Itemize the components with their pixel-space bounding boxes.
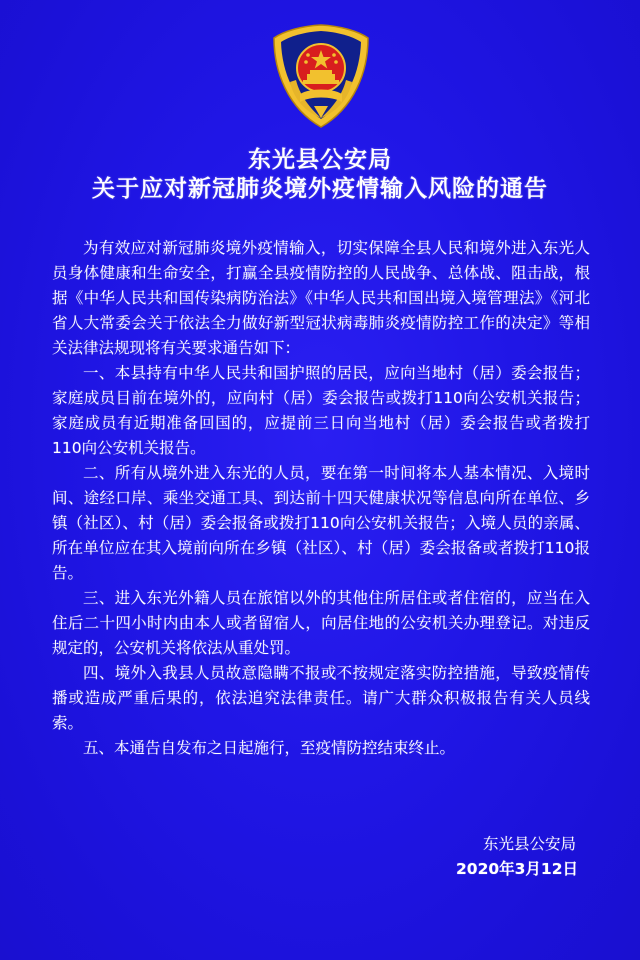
page-title-org: 东光县公安局 [248, 147, 392, 173]
paragraph-item-3: 三、进入东光外籍人员在旅馆以外的其他住所居住或者住宿的，应当在入住后二十四小时内由本人或者留宿人，向居住地的公安机关办理登记。对违反规定的，公安机关将依法从重处罚。 [52, 589, 590, 657]
paragraph-item-2: 二、所有从境外进入东光的人员，要在第一时间将本人基本情况、入境时间、途经口岸、乘坐交通工具、到达前十四天健康状况等信息向所在单位、乡镇（社区）、村（居）委会报备或拨打110向公安机关报告；入境人员的亲属、所在单位应在其入境前向所在乡镇（社区）、村（居）委会报备或者拨打110报告。 [52, 464, 590, 582]
notice-body [52, 236, 590, 761]
signature-date: 2020年3月12日 [456, 860, 578, 878]
paragraph-item-4: 四、境外入我县人员故意隐瞒不报或不按规定落实防控措施，导致疫情传播或造成严重后果的，依法追究法律责任。请广大群众积极报告有关人员线索。 [52, 664, 590, 732]
police-badge-emblem-icon [270, 22, 372, 130]
paragraph-item-1: 一、本县持有中华人民共和国护照的居民，应向当地村（居）委会报告；家庭成员目前在境外的，应向村（居）委会报告或拨打110向公安机关报告；家庭成员有近期准备回国的，应提前三日向当地村（居）委会报告或者拨打110向公安机关报告。 [52, 364, 590, 457]
page-title-notice: 关于应对新冠肺炎境外疫情输入风险的通告 [92, 176, 548, 202]
paragraph-intro: 为有效应对新冠肺炎境外疫情输入，切实保障全县人民和境外进入东光人员身体健康和生命安全，打赢全县疫情防控的人民战争、总体战、阻击战，根据《中华人民共和国传染病防治法》《中华人民共和国出境入境管理法》《河北省人大常委会关于依法全力做好新型冠状病毒肺炎疫情防控工作的决定》等相关法律法规现将有关要求通告如下： [52, 239, 590, 357]
paragraph-item-5: 五、本通告自发布之日起施行，至疫情防控结束终止。 [83, 739, 456, 757]
signature-org: 东光县公安局 [482, 835, 576, 853]
